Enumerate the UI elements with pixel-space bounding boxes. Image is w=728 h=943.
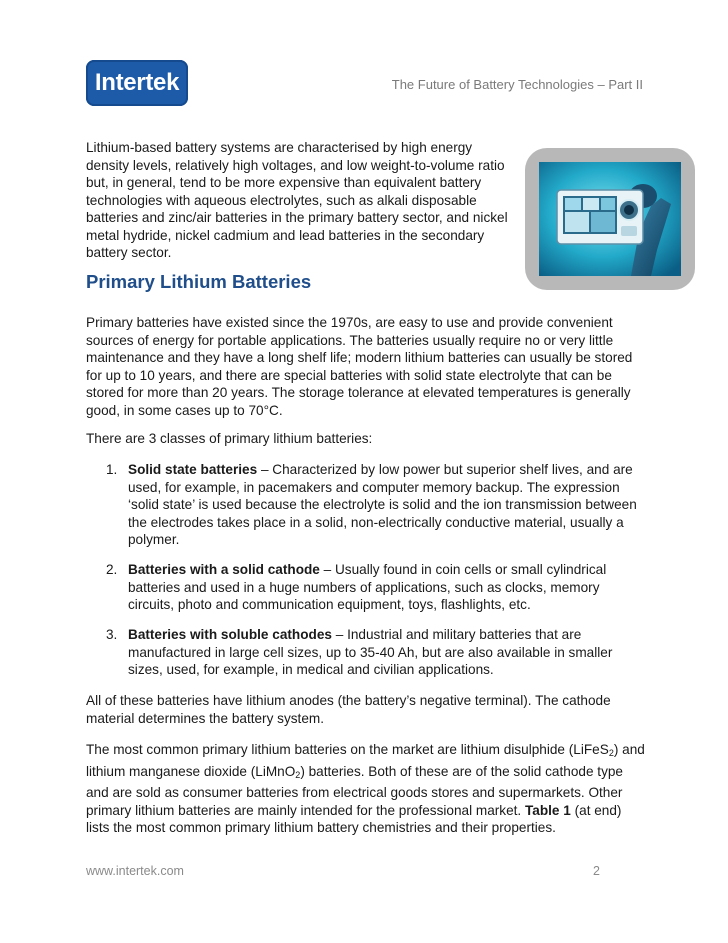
para4-text-3: ) batteries. Both of these are of the solid cathode type and are sold as consumer batteries from electrical goods stores and supermarkets. Other primary lithium batteries are mainly intended for the professional market.: [86, 763, 623, 818]
subscript-2b: 2: [295, 769, 301, 780]
list-item-text: – Usually found in coin cells or small cylindrical batteries and used in a huge numbers of applications, such as clocks, memory circuits, photo and communication equipment, toys, flashlights, etc.: [128, 562, 607, 612]
list-item-text: – Industrial and military batteries that are manufactured in large cell sizes, up to 35-40 Ah, but are also available in smaller sizes, used, for example, in medical and civilian applications.: [128, 627, 613, 677]
para4-text-4: (at end) lists the most common primary lithium battery chemistries and their properties.: [86, 802, 622, 835]
document-header-title: The Future of Battery Technologies – Part II: [391, 77, 643, 92]
device-photo: [525, 148, 695, 290]
battery-classes-list-2: [86, 561, 646, 614]
page-number: 2: [593, 864, 600, 878]
list-item: [86, 561, 646, 614]
logo-text: Intertek: [94, 69, 180, 96]
primary-batteries-paragraph: Primary batteries have existed since the 1970s, are easy to use and provide convenient sources of energy for portable applications. The batteries usually require no or very little maintenance and they have a long shelf life; modern lithium batteries can usually be stored for up to 10 years, and there are special batteries with solid state electrolyte that can be stored for more than 20 years. The storage tolerance at elevated temperatures is generally good, in some cases up to 70°C.: [86, 315, 633, 418]
table-reference: Table 1: [524, 802, 571, 818]
list-number: 1.: [106, 462, 118, 477]
common-batteries-paragraph: [86, 741, 646, 837]
anodes-paragraph: All of these batteries have lithium anodes (the battery’s negative terminal). The cathode material determines the battery system.: [86, 693, 611, 726]
intertek-logo[interactable]: [86, 60, 188, 106]
list-item-title: Solid state batteries: [128, 462, 258, 477]
classes-intro-paragraph: There are 3 classes of primary lithium batteries:: [86, 431, 373, 446]
battery-classes-list-3: [86, 626, 646, 679]
list-item-title: Batteries with soluble cathodes: [128, 627, 332, 642]
list-number: 3.: [106, 627, 118, 642]
para4-text-1: The most common primary lithium batteries on the market are lithium disulphide (LiFeS: [86, 742, 609, 757]
section-title: Primary Lithium Batteries: [86, 271, 312, 292]
footer-url-link[interactable]: www.intertek.com: [86, 864, 184, 878]
list-number: 2.: [106, 562, 118, 577]
list-item: [86, 461, 646, 549]
battery-classes-list: [86, 461, 646, 549]
list-item-text: – Characterized by low power but superior shelf lives, and are used, for example, in pacemakers and computer memory backup. The expression ‘solid state’ is used because the electrolyte is solid and the ion transmission between the electrodes takes place in a solid, non-electrically conductive material, usually a polymer.: [128, 462, 637, 547]
intro-paragraph: Lithium-based battery systems are characterised by high energy density levels, relatively high voltages, and low weight-to-volume ratio but, in general, tend to be more expensive than equivalent battery technologies with aqueous electrolytes, such as alkali disposable batteries and zinc/air batteries in the primary battery sector, and nickel metal hydride, nickel cadmium and lead batteries in the secondary battery sector.: [86, 140, 508, 260]
subscript-2: 2: [608, 748, 614, 758]
list-item-title: Batteries with a solid cathode: [128, 562, 320, 577]
para4-text-2: ) and lithium manganese dioxide (LiMnO: [86, 742, 645, 779]
list-item: [86, 626, 646, 679]
photo-illustration: [539, 162, 681, 276]
